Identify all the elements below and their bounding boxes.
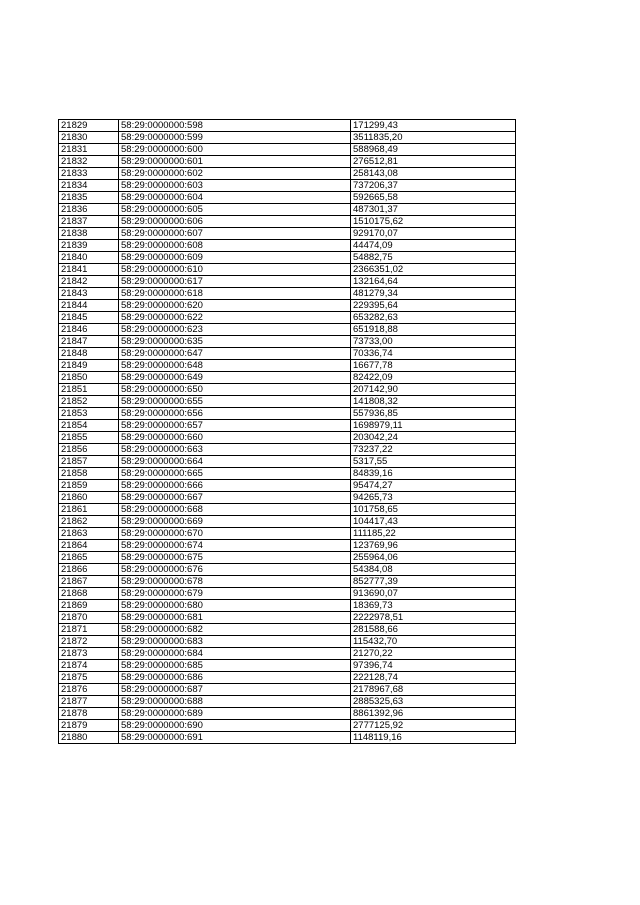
value-cell: 2885325,63 [351, 696, 516, 708]
table-row [59, 564, 516, 576]
value-cell: 5317,55 [351, 456, 516, 468]
cadastral-number-cell: 58:29:0000000:606 [119, 216, 351, 228]
cadastral-number-cell: 58:29:0000000:617 [119, 276, 351, 288]
cadastral-number-cell: 58:29:0000000:648 [119, 360, 351, 372]
cadastral-number-cell: 58:29:0000000:603 [119, 180, 351, 192]
table-row [59, 360, 516, 372]
table-row [59, 540, 516, 552]
row-number-cell: 21848 [59, 348, 119, 360]
value-cell: 73237,22 [351, 444, 516, 456]
cadastral-number-cell: 58:29:0000000:618 [119, 288, 351, 300]
row-number-cell: 21855 [59, 432, 119, 444]
table-row [59, 444, 516, 456]
table-row [59, 324, 516, 336]
table-row [59, 216, 516, 228]
cadastral-number-cell: 58:29:0000000:663 [119, 444, 351, 456]
value-cell: 8861392,96 [351, 708, 516, 720]
value-cell: 115432,70 [351, 636, 516, 648]
row-number-cell: 21861 [59, 504, 119, 516]
table-row [59, 156, 516, 168]
value-cell: 592665,58 [351, 192, 516, 204]
table-row [59, 408, 516, 420]
row-number-cell: 21834 [59, 180, 119, 192]
cadastral-number-cell: 58:29:0000000:690 [119, 720, 351, 732]
row-number-cell: 21874 [59, 660, 119, 672]
cadastral-number-cell: 58:29:0000000:605 [119, 204, 351, 216]
value-cell: 487301,37 [351, 204, 516, 216]
table-row [59, 516, 516, 528]
value-cell: 94265,73 [351, 492, 516, 504]
row-number-cell: 21851 [59, 384, 119, 396]
value-cell: 281588,66 [351, 624, 516, 636]
cadastral-number-cell: 58:29:0000000:689 [119, 708, 351, 720]
row-number-cell: 21854 [59, 420, 119, 432]
row-number-cell: 21879 [59, 720, 119, 732]
table-row [59, 144, 516, 156]
row-number-cell: 21863 [59, 528, 119, 540]
cadastral-number-cell: 58:29:0000000:656 [119, 408, 351, 420]
value-cell: 21270,22 [351, 648, 516, 660]
value-cell: 104417,43 [351, 516, 516, 528]
value-cell: 18369,73 [351, 600, 516, 612]
table-row [59, 420, 516, 432]
value-cell: 3511835,20 [351, 132, 516, 144]
cadastral-number-cell: 58:29:0000000:687 [119, 684, 351, 696]
table-row [59, 492, 516, 504]
value-cell: 258143,08 [351, 168, 516, 180]
table-row [59, 288, 516, 300]
table-row [59, 396, 516, 408]
value-cell: 737206,37 [351, 180, 516, 192]
value-cell: 481279,34 [351, 288, 516, 300]
table-row [59, 504, 516, 516]
table-row [59, 612, 516, 624]
table-row [59, 204, 516, 216]
cadastral-number-cell: 58:29:0000000:610 [119, 264, 351, 276]
table-row [59, 600, 516, 612]
row-number-cell: 21866 [59, 564, 119, 576]
row-number-cell: 21853 [59, 408, 119, 420]
row-number-cell: 21860 [59, 492, 119, 504]
value-cell: 2777125,92 [351, 720, 516, 732]
value-cell: 54882,75 [351, 252, 516, 264]
cadastral-number-cell: 58:29:0000000:686 [119, 672, 351, 684]
table-row [59, 576, 516, 588]
row-number-cell: 21842 [59, 276, 119, 288]
cadastral-number-cell: 58:29:0000000:667 [119, 492, 351, 504]
table-row [59, 636, 516, 648]
table-row [59, 336, 516, 348]
value-cell: 222128,74 [351, 672, 516, 684]
value-cell: 84839,16 [351, 468, 516, 480]
cadastral-number-cell: 58:29:0000000:598 [119, 120, 351, 132]
cadastral-number-cell: 58:29:0000000:647 [119, 348, 351, 360]
cadastral-number-cell: 58:29:0000000:622 [119, 312, 351, 324]
row-number-cell: 21873 [59, 648, 119, 660]
row-number-cell: 21876 [59, 684, 119, 696]
cadastral-number-cell: 58:29:0000000:674 [119, 540, 351, 552]
row-number-cell: 21862 [59, 516, 119, 528]
cadastral-number-cell: 58:29:0000000:649 [119, 372, 351, 384]
table-body [59, 120, 516, 744]
row-number-cell: 21844 [59, 300, 119, 312]
cadastral-number-cell: 58:29:0000000:675 [119, 552, 351, 564]
row-number-cell: 21858 [59, 468, 119, 480]
row-number-cell: 21843 [59, 288, 119, 300]
cadastral-number-cell: 58:29:0000000:608 [119, 240, 351, 252]
row-number-cell: 21841 [59, 264, 119, 276]
cadastral-number-cell: 58:29:0000000:676 [119, 564, 351, 576]
row-number-cell: 21840 [59, 252, 119, 264]
table-row [59, 384, 516, 396]
table-row [59, 180, 516, 192]
table-row [59, 300, 516, 312]
row-number-cell: 21859 [59, 480, 119, 492]
table-row [59, 696, 516, 708]
table-row [59, 468, 516, 480]
table-row [59, 432, 516, 444]
value-cell: 653282,63 [351, 312, 516, 324]
row-number-cell: 21857 [59, 456, 119, 468]
table-row [59, 480, 516, 492]
row-number-cell: 21838 [59, 228, 119, 240]
value-cell: 255964,06 [351, 552, 516, 564]
value-cell: 2178967,68 [351, 684, 516, 696]
cadastral-number-cell: 58:29:0000000:650 [119, 384, 351, 396]
value-cell: 557936,85 [351, 408, 516, 420]
row-number-cell: 21852 [59, 396, 119, 408]
table-row [59, 708, 516, 720]
cadastral-number-cell: 58:29:0000000:657 [119, 420, 351, 432]
cadastral-number-cell: 58:29:0000000:668 [119, 504, 351, 516]
cadastral-number-cell: 58:29:0000000:681 [119, 612, 351, 624]
value-cell: 171299,43 [351, 120, 516, 132]
table-row [59, 672, 516, 684]
value-cell: 651918,88 [351, 324, 516, 336]
value-cell: 913690,07 [351, 588, 516, 600]
cadastral-number-cell: 58:29:0000000:609 [119, 252, 351, 264]
row-number-cell: 21868 [59, 588, 119, 600]
row-number-cell: 21830 [59, 132, 119, 144]
value-cell: 101758,65 [351, 504, 516, 516]
row-number-cell: 21872 [59, 636, 119, 648]
row-number-cell: 21829 [59, 120, 119, 132]
value-cell: 203042,24 [351, 432, 516, 444]
value-cell: 1148119,16 [351, 732, 516, 744]
cadastral-number-cell: 58:29:0000000:660 [119, 432, 351, 444]
row-number-cell: 21850 [59, 372, 119, 384]
cadastral-number-cell: 58:29:0000000:655 [119, 396, 351, 408]
cadastral-number-cell: 58:29:0000000:682 [119, 624, 351, 636]
row-number-cell: 21837 [59, 216, 119, 228]
cadastral-number-cell: 58:29:0000000:607 [119, 228, 351, 240]
row-number-cell: 21875 [59, 672, 119, 684]
cadastral-number-cell: 58:29:0000000:685 [119, 660, 351, 672]
row-number-cell: 21832 [59, 156, 119, 168]
table-row [59, 624, 516, 636]
table-row [59, 120, 516, 132]
table-row [59, 588, 516, 600]
value-cell: 276512,81 [351, 156, 516, 168]
cadastral-number-cell: 58:29:0000000:604 [119, 192, 351, 204]
row-number-cell: 21833 [59, 168, 119, 180]
row-number-cell: 21847 [59, 336, 119, 348]
row-number-cell: 21877 [59, 696, 119, 708]
value-cell: 141808,32 [351, 396, 516, 408]
cadastral-number-cell: 58:29:0000000:678 [119, 576, 351, 588]
row-number-cell: 21871 [59, 624, 119, 636]
row-number-cell: 21865 [59, 552, 119, 564]
row-number-cell: 21845 [59, 312, 119, 324]
row-number-cell: 21836 [59, 204, 119, 216]
cadastral-number-cell: 58:29:0000000:688 [119, 696, 351, 708]
value-cell: 2222978,51 [351, 612, 516, 624]
value-cell: 73733,00 [351, 336, 516, 348]
value-cell: 229395,64 [351, 300, 516, 312]
row-number-cell: 21849 [59, 360, 119, 372]
table-row [59, 240, 516, 252]
row-number-cell: 21856 [59, 444, 119, 456]
cadastral-number-cell: 58:29:0000000:601 [119, 156, 351, 168]
table-row [59, 660, 516, 672]
cadastral-number-cell: 58:29:0000000:599 [119, 132, 351, 144]
table-row [59, 312, 516, 324]
value-cell: 70336,74 [351, 348, 516, 360]
cadastral-value-table [58, 119, 516, 744]
row-number-cell: 21878 [59, 708, 119, 720]
table-row [59, 720, 516, 732]
cadastral-number-cell: 58:29:0000000:666 [119, 480, 351, 492]
table-row [59, 552, 516, 564]
row-number-cell: 21864 [59, 540, 119, 552]
value-cell: 123769,96 [351, 540, 516, 552]
cadastral-number-cell: 58:29:0000000:669 [119, 516, 351, 528]
table-row [59, 264, 516, 276]
table-row [59, 168, 516, 180]
table-row [59, 276, 516, 288]
value-cell: 111185,22 [351, 528, 516, 540]
table-row [59, 252, 516, 264]
table-row [59, 192, 516, 204]
value-cell: 1698979,11 [351, 420, 516, 432]
row-number-cell: 21870 [59, 612, 119, 624]
value-cell: 97396,74 [351, 660, 516, 672]
cadastral-number-cell: 58:29:0000000:600 [119, 144, 351, 156]
cadastral-number-cell: 58:29:0000000:664 [119, 456, 351, 468]
row-number-cell: 21835 [59, 192, 119, 204]
cadastral-number-cell: 58:29:0000000:665 [119, 468, 351, 480]
table-row [59, 132, 516, 144]
cadastral-number-cell: 58:29:0000000:684 [119, 648, 351, 660]
value-cell: 929170,07 [351, 228, 516, 240]
value-cell: 132164,64 [351, 276, 516, 288]
value-cell: 44474,09 [351, 240, 516, 252]
value-cell: 1510175,62 [351, 216, 516, 228]
row-number-cell: 21867 [59, 576, 119, 588]
cadastral-number-cell: 58:29:0000000:691 [119, 732, 351, 744]
table-row [59, 684, 516, 696]
row-number-cell: 21846 [59, 324, 119, 336]
cadastral-number-cell: 58:29:0000000:670 [119, 528, 351, 540]
cadastral-number-cell: 58:29:0000000:635 [119, 336, 351, 348]
value-cell: 2366351,02 [351, 264, 516, 276]
value-cell: 207142,90 [351, 384, 516, 396]
row-number-cell: 21839 [59, 240, 119, 252]
table-row [59, 456, 516, 468]
cadastral-number-cell: 58:29:0000000:679 [119, 588, 351, 600]
row-number-cell: 21880 [59, 732, 119, 744]
cadastral-number-cell: 58:29:0000000:620 [119, 300, 351, 312]
table-row [59, 348, 516, 360]
table-row [59, 228, 516, 240]
table-row [59, 372, 516, 384]
table-row [59, 732, 516, 744]
value-cell: 588968,49 [351, 144, 516, 156]
cadastral-number-cell: 58:29:0000000:602 [119, 168, 351, 180]
cadastral-number-cell: 58:29:0000000:623 [119, 324, 351, 336]
row-number-cell: 21831 [59, 144, 119, 156]
value-cell: 82422,09 [351, 372, 516, 384]
value-cell: 16677,78 [351, 360, 516, 372]
table-row [59, 648, 516, 660]
cadastral-number-cell: 58:29:0000000:680 [119, 600, 351, 612]
cadastral-number-cell: 58:29:0000000:683 [119, 636, 351, 648]
table-row [59, 528, 516, 540]
value-cell: 95474,27 [351, 480, 516, 492]
row-number-cell: 21869 [59, 600, 119, 612]
value-cell: 852777,39 [351, 576, 516, 588]
value-cell: 54384,08 [351, 564, 516, 576]
